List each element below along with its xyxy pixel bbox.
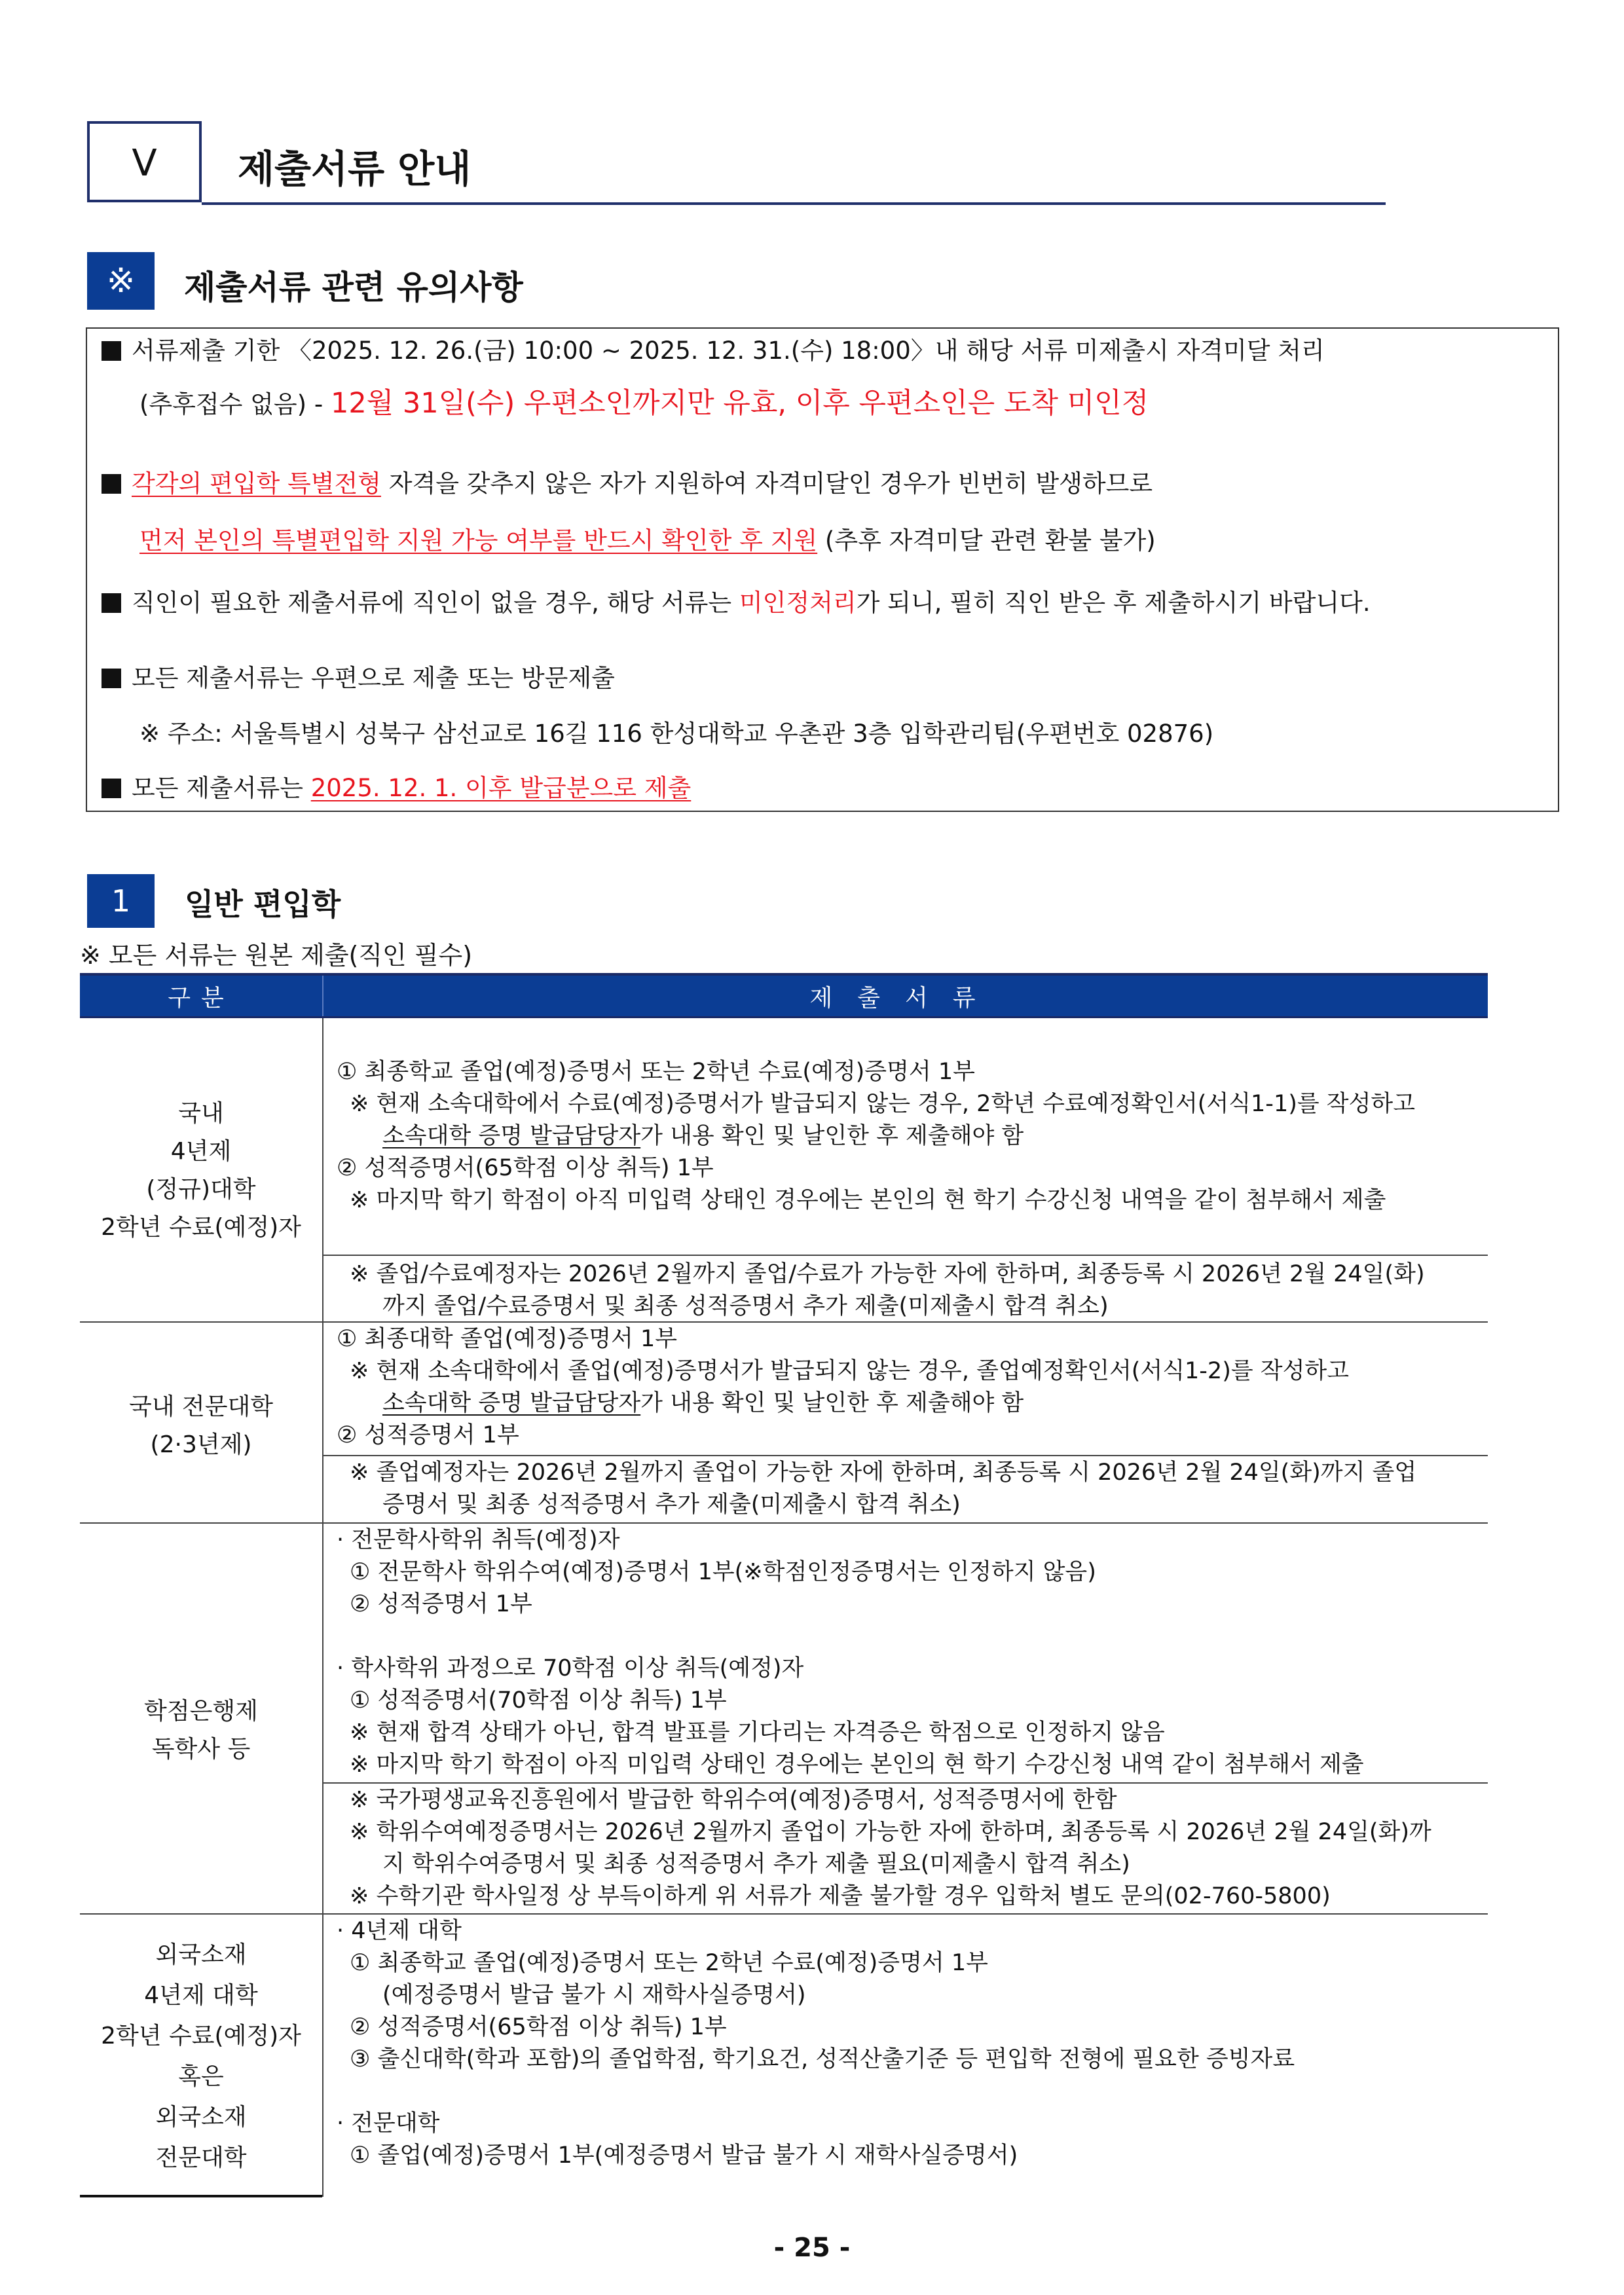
notice-line-seal: 직인이 필요한 제출서류에 직인이 없을 경우, 해당 서류는 미인정처리가 되니, 필히 직인 받은 후 제출하시기 바랍니다. — [101, 587, 1371, 619]
row3-inner-divider — [323, 1782, 1488, 1784]
row1-docs-note: ※ 졸업/수료예정자는 2026년 2월까지 졸업/수료가 가능한 자에 한하며, 최종등록 시 2026년 2월 24일(화) 까지 졸업/수료증명서 및 최종 성적증명서 추가 제출(미제출시 합격 취소) — [350, 1261, 1425, 1319]
row3-bottom-border — [80, 1913, 1488, 1915]
row3-category: 학점은행제 독학사 등 — [144, 1698, 258, 1763]
section1-title: 일반 편입학 — [185, 887, 341, 922]
notice-line-issue-date: 모든 제출서류는 2025. 12. 1. 이후 발급분으로 제출 — [101, 773, 691, 804]
notice-line-submission: 모든 제출서류는 우편으로 제출 또는 방문제출 — [101, 663, 615, 694]
row1-docs-main: ① 최종학교 졸업(예정)증명서 또는 2학년 수료(예정)증명서 1부 ※ 현재 소속대학에서 수료(예정)증명서가 발급되지 않는 경우, 2학년 수료예정확인서(서식1-1)를 작성하고 소속대학 증명 발급담당자가 내용 확인 및 날인한 후 제출해야 함 ② 성적증명서(65학점 이상 취득) 1부 ※ 마지막 학기 학점이 아직 미입력 상태인 경우에는 본인의 현 학기 수강신청 내역을 같이 첨부해서 제출 — [337, 1059, 1416, 1213]
row1-inner-divider — [323, 1255, 1488, 1256]
documents-table — [80, 976, 1488, 2197]
square-bullet-icon — [101, 474, 121, 494]
notice-title: 제출서류 관련 유의사항 — [184, 268, 523, 306]
row2-inner-divider — [323, 1455, 1488, 1456]
column-divider — [322, 1018, 323, 2197]
square-bullet-icon — [101, 669, 121, 688]
table-header — [80, 976, 1488, 1016]
square-bullet-icon — [101, 341, 121, 361]
square-bullet-icon — [101, 593, 121, 613]
row2-category: 국내 전문대학 (2·3년제) — [128, 1393, 274, 1458]
section-box-bottom-line — [87, 200, 202, 202]
notice-line-verify: 먼저 본인의 특별편입학 지원 가능 여부를 반드시 확인한 후 지원 (추후 자격미달 관련 환불 불가) — [139, 526, 1156, 555]
section-header — [87, 121, 1386, 206]
row4-docs: · 4년제 대학 ① 최종학교 졸업(예정)증명서 또는 2학년 수료(예정)증명서 1부 (예정증명서 발급 불가 시 재학사실증명서) ② 성적증명서(65학점 이상 취득) 1부 ③ 출신대학(학과 포함)의 졸업학점, 학기요건, 성적산출기준 등 편입학 전형에 필요한 증빙자료 · 전문대학 ① 졸업(예정)증명서 1부(예정증명서 발급 불가 시 재학사실증명서) — [337, 1918, 1295, 2169]
row3-docs-note: ※ 국가평생교육진흥원에서 발급한 학위수여(예정)증명서, 성적증명서에 한함 ※ 학위수여예정증명서는 2026년 2월까지 졸업이 가능한 자에 한하며, 최종등록 시 2026년 2월 24일(화)까 지 학위수여증명서 및 최종 성적증명서 추가 제출 필요(미제출시 합격 취소) ※ 수학기관 학사일정 상 부득이하게 위 서류가 제출 불가할 경우 입학처 별도 문의(02-760-5800) — [350, 1787, 1431, 1909]
section-number: V — [87, 121, 202, 202]
header-category: 구분 — [168, 984, 234, 1012]
row2-docs-note: ※ 졸업예정자는 2026년 2월까지 졸업이 가능한 자에 한하며, 최종등록 시 2026년 2월 24일(화)까지 졸업 증명서 및 최종 성적증명서 추가 제출(미제출시 합격 취소) — [350, 1460, 1417, 1518]
row4-category: 외국소재 4년제 대학 2학년 수료(예정)자 혹은 외국소재 전문대학 — [101, 1941, 301, 2171]
square-bullet-icon — [101, 779, 121, 798]
table-header-bottom-border — [80, 1016, 1488, 1018]
page-number: - 25 - — [773, 2233, 851, 2263]
notice-line-postmark: (추후접수 없음) - 12월 31일(수) 우편소인까지만 유효, 이후 우편소인은 도착 미인정 — [139, 387, 1149, 420]
postmark-warning: 12월 31일(수) 우편소인까지만 유효, 이후 우편소인은 도착 미인정 — [330, 387, 1149, 420]
section1-note: ※ 모든 서류는 원본 제출(직인 필수) — [80, 941, 473, 970]
notice-badge: ※ — [87, 252, 155, 310]
row2-bottom-border — [80, 1522, 1488, 1524]
notice-line-deadline: 서류제출 기한 〈2025. 12. 26.(금) 10:00 ~ 2025. 12. 31.(수) 18:00〉내 해당 서류 미제출시 자격미달 처리 — [101, 335, 1325, 367]
section1-number: 1 — [87, 874, 155, 928]
notice-line-address: ※ 주소: 서울특별시 성북구 삼선교로 16길 116 한성대학교 우촌관 3층 입학관리팀(우편번호 02876) — [139, 720, 1214, 748]
row1-bottom-border — [80, 1321, 1488, 1323]
section-title: 제출서류 안내 — [238, 147, 471, 191]
row2-docs-main: ① 최종대학 졸업(예정)증명서 1부 ※ 현재 소속대학에서 졸업(예정)증명서가 발급되지 않는 경우, 졸업예정확인서(서식1-2)를 작성하고 소속대학 증명 발급담당자가 내용 확인 및 날인한 후 제출해야 함 ② 성적증명서 1부 — [337, 1326, 1350, 1448]
table-bottom-border — [80, 2195, 322, 2197]
header-documents: 제출서류 — [809, 984, 1001, 1012]
notice-line-special: 각각의 편입학 특별전형 자격을 갖추지 않은 자가 지원하여 자격미달인 경우가 빈번히 발생하므로 — [101, 468, 1153, 500]
notice-box — [86, 327, 1559, 812]
row1-category: 국내 4년제 (정규)대학 2학년 수료(예정)자 — [101, 1100, 301, 1241]
section-underline — [202, 202, 1386, 205]
row3-docs-main: · 전문학사학위 취득(예정)자 ① 전문학사 학위수여(예정)증명서 1부(※학점인정증명서는 인정하지 않음) ② 성적증명서 1부 · 학사학위 과정으로 70학점 이상 취득(예정)자 ① 성적증명서(70학점 이상 취득) 1부 ※ 현재 합격 상태가 아닌, 합격 발표를 기다리는 자격증은 학점으로 인정하지 않음 ※ 마지막 학기 학점이 아직 미입력 상태인 경우에는 본인의 현 학기 수강신청 내역 같이 첨부해서 제출 — [337, 1527, 1364, 1778]
